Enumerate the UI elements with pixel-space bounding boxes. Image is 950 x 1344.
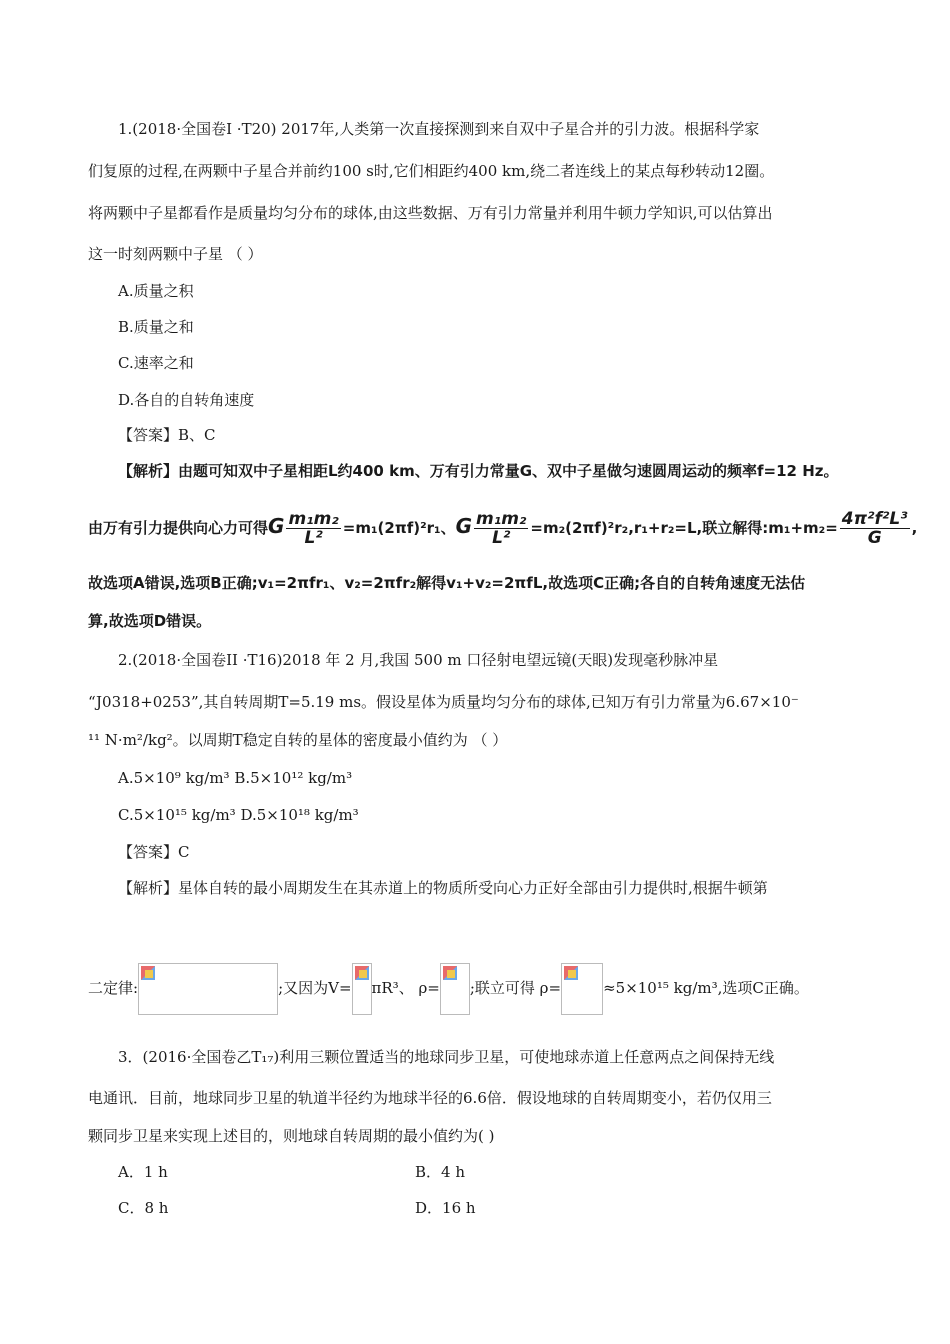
broken-image-icon <box>564 966 578 980</box>
q1-analysis-line-1: 【解析】由题可知双中子星相距L约400 km、万有引力常量G、双中子星做匀速圆周运动的频率f=12 Hz。 <box>118 462 839 480</box>
q3-option-d: D．16 h <box>415 1199 476 1217</box>
q2-options-ab: A.5×10⁹ kg/m³ B.5×10¹² kg/m³ <box>118 769 353 787</box>
q1-analysis-line-4: 算,故选项D错误。 <box>88 612 212 630</box>
formula-num-1: m₁m₂ <box>288 509 339 529</box>
q3-stem-line-1: 3．(2016·全国卷乙T₁₇)利用三颗位置适当的地球同步卫星，可使地球赤道上任意两点之间保持无线 <box>118 1048 775 1066</box>
formula-num-2: m₁m₂ <box>476 509 527 529</box>
q1-analysis-text-end: , <box>911 519 918 537</box>
q3-option-a: A．1 h <box>118 1163 168 1181</box>
broken-image-icon <box>141 966 155 980</box>
q1-option-b: B.质量之和 <box>118 318 194 336</box>
q2-options-cd: C.5×10¹⁵ kg/m³ D.5×10¹⁸ kg/m³ <box>118 806 359 824</box>
q2-answer: 【答案】C <box>118 843 190 861</box>
q2-analysis-text-e: ≈5×10¹⁵ kg/m³,选项C正确。 <box>603 979 809 997</box>
q1-analysis-line-3: 故选项A错误,选项B正确;v₁=2πfr₁、v₂=2πfr₂解得v₁+v₂=2πfL,故选项C正确;各自的自转角速度无法估 <box>88 574 806 592</box>
q1-analysis-text-mid2: =m₂(2πf)²r₂,r₁+r₂=L,联立解得:m₁+m₂= <box>530 519 838 537</box>
q1-analysis-line-2 <box>88 506 917 548</box>
broken-image-formula-3 <box>440 963 470 1015</box>
broken-image-formula-4 <box>561 963 603 1015</box>
formula-result-num: 4π²f²L³ <box>841 509 908 529</box>
q2-analysis-text-b: ;又因为V= <box>278 979 352 997</box>
formula-g-1: G <box>268 514 285 538</box>
broken-image-icon <box>443 966 457 980</box>
formula-result-den: G <box>867 528 882 548</box>
q1-stem-line-3: 将两颗中子星都看作是质量均匀分布的球体,由这些数据、万有引力常量并利用牛顿力学知识,可以估算出 <box>88 204 773 222</box>
q1-analysis-text-mid1: =m₁(2πf)²r₁、 <box>342 519 456 537</box>
q2-analysis-line-1: 【解析】星体自转的最小周期发生在其赤道上的物质所受向心力正好全部由引力提供时,根据牛顿第 <box>118 879 768 897</box>
q2-stem-line-1: 2.(2018·全国卷II ·T16)2018 年 2 月,我国 500 m 口径射电望远镜(天眼)发现毫秒脉冲星 <box>118 651 719 669</box>
q2-analysis-text-c: πR³、 ρ= <box>371 979 440 997</box>
q1-answer: 【答案】B、C <box>118 426 216 444</box>
broken-image-formula-2 <box>352 963 372 1015</box>
q3-option-c: C．8 h <box>118 1199 169 1217</box>
q1-stem-line-1: 1.(2018·全国卷Ⅰ ·T20) 2017年,人类第一次直接探测到来自双中子星合并的引力波。根据科学家 <box>118 120 760 138</box>
q2-analysis-text-d: ;联立可得 ρ= <box>469 979 562 997</box>
formula-fraction-2 <box>474 510 528 547</box>
formula-g-2: G <box>455 514 473 538</box>
formula-den-2: L² <box>492 528 511 548</box>
q1-option-a: A.质量之积 <box>118 282 194 300</box>
formula-fraction-1 <box>286 510 340 547</box>
q3-option-b: B．4 h <box>415 1163 465 1181</box>
q1-stem-line-2: 们复原的过程,在两颗中子星合并前约100 s时,它们相距约400 km,绕二者连线上的某点每秒转动12圈。 <box>88 162 775 180</box>
broken-image-formula-1 <box>138 963 278 1015</box>
formula-result-fraction <box>840 510 910 547</box>
q2-stem-line-3: ¹¹ N·m²/kg²。以周期T稳定自转的星体的密度最小值约为 （ ） <box>88 731 508 749</box>
q2-stem-line-2: “J0318+0253”,其自转周期T=5.19 ms。假设星体为质量均匀分布的球体,已知万有引力常量为6.67×10⁻ <box>88 693 799 711</box>
q3-stem-line-3: 颗同步卫星来实现上述目的，则地球自转周期的最小值约为( ) <box>88 1127 495 1145</box>
q2-analysis-text-a: 二定律: <box>88 979 139 997</box>
q1-option-c: C.速率之和 <box>118 354 194 372</box>
q1-option-d: D.各自的自转角速度 <box>118 391 255 409</box>
formula-den-1: L² <box>304 528 323 548</box>
q1-analysis-text-pre: 由万有引力提供向心力可得 <box>88 519 269 537</box>
broken-image-icon <box>355 966 369 980</box>
q1-stem-line-4: 这一时刻两颗中子星 （ ） <box>88 245 263 263</box>
q3-stem-line-2: 电通讯．目前，地球同步卫星的轨道半径约为地球半径的6.6倍．假设地球的自转周期变小，若仍仅用三 <box>88 1089 772 1107</box>
q2-analysis-line-2 <box>88 962 809 1015</box>
